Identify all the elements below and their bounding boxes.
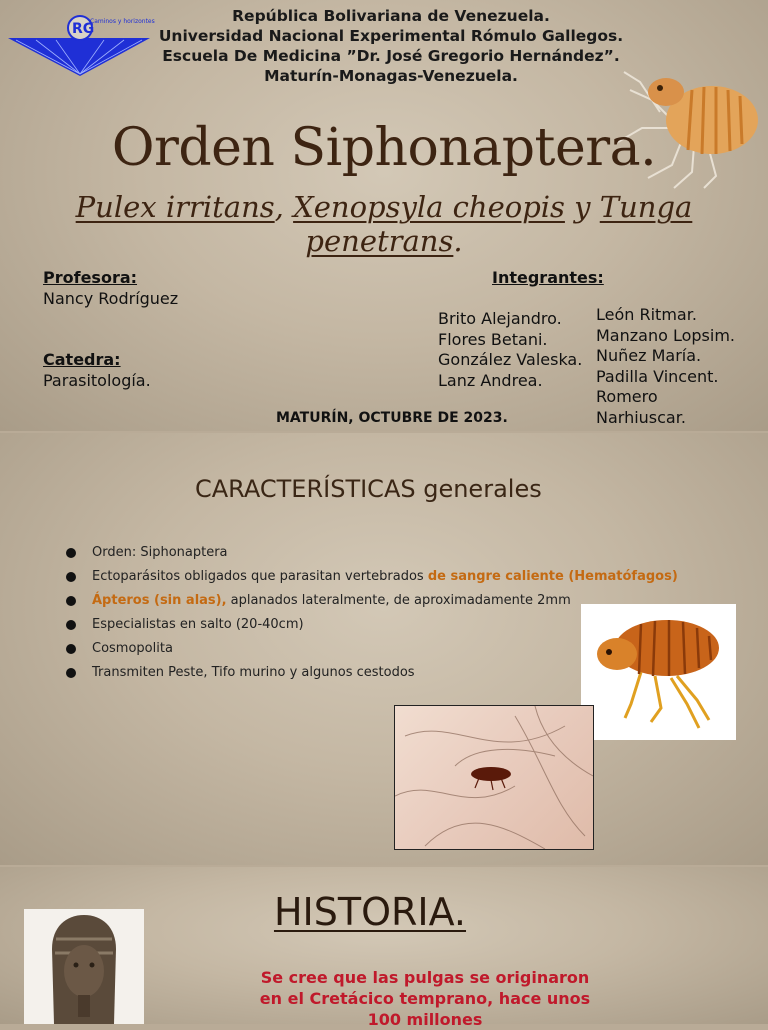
section-heading: CARACTERÍSTICAS generales [195,475,542,503]
svg-text:RG: RG [72,21,95,37]
species-name: Pulex irritans [75,190,275,224]
flea-on-skin-photo [394,705,594,850]
member-name: León Ritmar. [596,305,697,324]
bullet-icon [66,644,76,654]
bullet-highlight: de sangre caliente (Hematófagos) [427,569,678,584]
species-name: Xenopsyla cheopis [293,190,565,224]
species-name: Tunga penetrans [305,190,693,258]
member-name: Manzano Lopsim. [596,325,735,345]
bullet-text: Cosmopolita [92,641,173,656]
bullet-text [92,568,678,586]
integrantes-label: Integrantes: [492,268,604,287]
bullet-highlight: Ápteros (sin alas), [92,593,227,608]
date-footer: MATURÍN, OCTUBRE DE 2023. [276,410,508,426]
member-name: González Valeska. [438,350,583,369]
logo-caption: Caminos y horizontes [90,18,155,25]
separator: , [274,190,284,224]
title-slide [0,0,768,431]
profesora-name: Nancy Rodríguez [43,289,179,308]
connector: y [564,190,600,224]
history-text: Se cree que las pulgas se originaron en el Cretácico temprano, hace unos 100 millones [259,968,591,1029]
member-name: Nuñez María. [596,346,702,365]
integrantes-column-2 [596,305,735,428]
history-heading: HISTORIA. [273,890,467,934]
member-name: Brito Alejandro. [438,309,562,328]
bullet-icon [66,620,76,630]
bullet-icon [66,548,76,558]
bullet-text: Especialistas en salto (20-40cm) [92,617,304,632]
flea-photo [581,604,736,740]
integrantes-column-1 [438,309,582,391]
catedra-label: Catedra: [43,350,121,369]
slide-title: Orden Siphonaptera. [111,118,657,178]
separator: . [453,224,463,258]
header-line: Maturín-Monagas-Venezuela. [264,67,518,85]
species-subtitle [0,190,768,258]
list-item [66,568,706,592]
member-name: Romero [596,387,658,406]
bullet-text [92,592,571,610]
bullet-icon [66,668,76,678]
bullet-icon [66,572,76,582]
member-name: Lanz Andrea. [438,370,543,390]
profesora-label: Profesora: [43,268,138,287]
catedra-value: Parasitología. [43,371,151,390]
list-item [66,544,706,568]
member-name: Flores Betani. [438,329,548,349]
bullet-text-plain: Ectoparásitos obligados que parasitan vertebrados [92,569,428,584]
university-logo [6,12,155,76]
bullet-text: Orden: Siphonaptera [92,545,228,560]
header-line: Escuela De Medicina ”Dr. José Gregorio Hernández”. [162,47,620,65]
bullet-text: Transmiten Peste, Tifo murino y algunos cestodos [92,665,415,680]
member-name: Narhiuscar. [596,407,686,427]
header-line: Universidad Nacional Experimental Rómulo Gallegos. [158,27,624,45]
bullet-icon [66,596,76,606]
header-line: República Bolivariana de Venezuela. [232,7,550,25]
member-name: Padilla Vincent. [596,366,719,386]
institution-header [150,6,632,86]
bullet-text-plain: aplanados lateralmente, de aproximadamente 2mm [226,593,571,608]
